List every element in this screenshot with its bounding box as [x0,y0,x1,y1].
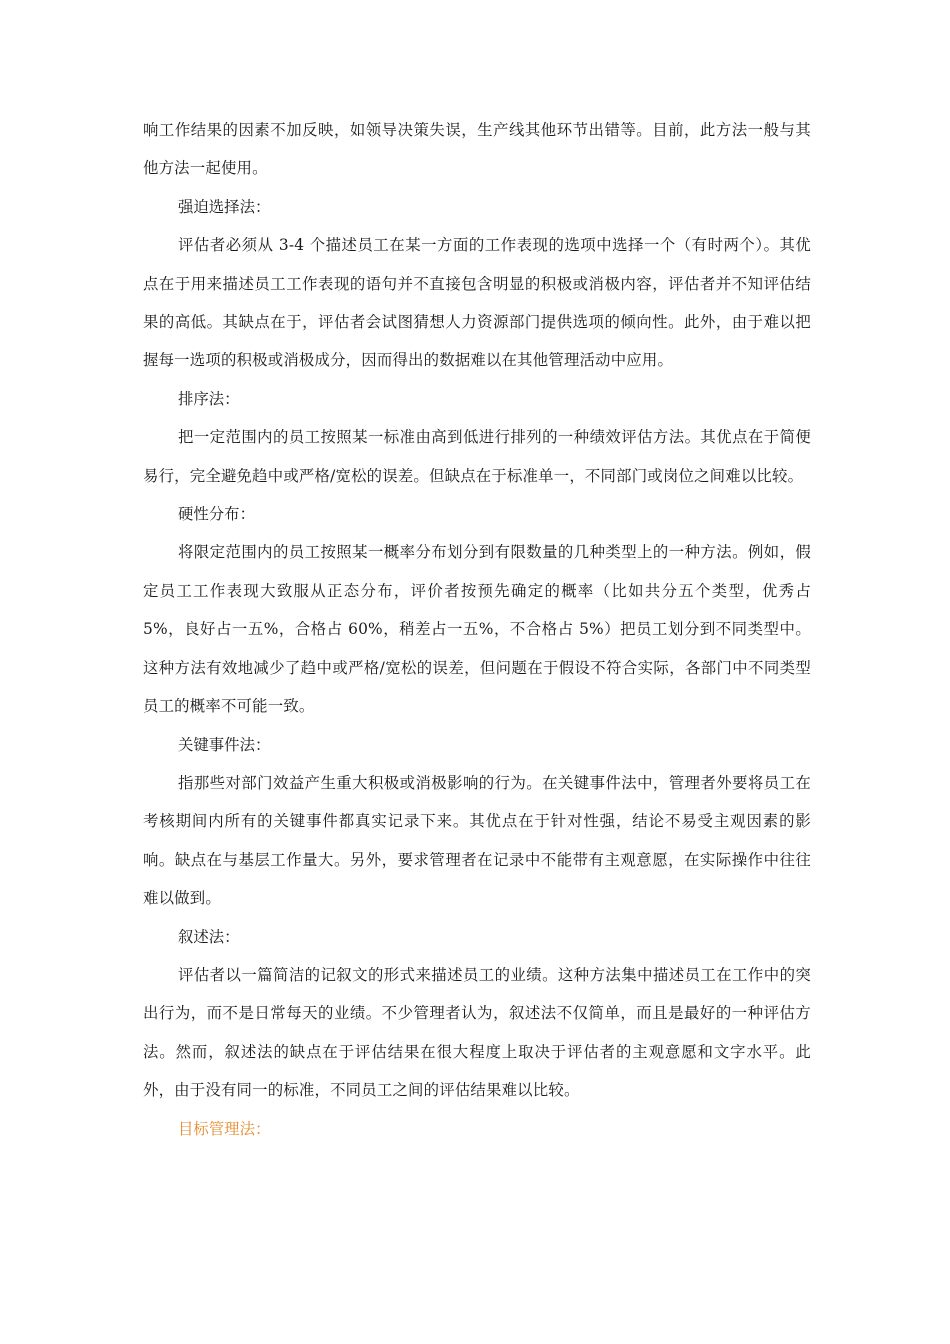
document-body [143,111,811,1148]
section-heading-ranking: 排序法： [178,389,240,408]
section-body-ranking: 把一定范围内的员工按照某一标准由高到低进行排列的一种绩效评估方法。其优点在于简便易行，完全避免趋中或严格/宽松的误差。但缺点在于标准单一，不同部门或岗位之间难以比较。 [143,428,811,485]
section-heading-forced-choice: 强迫选择法： [178,197,271,216]
section-heading-narrative: 叙述法： [178,927,240,946]
section-body-forced-distribution: 将限定范围内的员工按照某一概率分布划分到有限数量的几种类型上的一种方法。例如，假定员工工作表现大致服从正态分布，评价者按预先确定的概率（比如共分五个类型，优秀占 5%，良好占一五%，合格占 60%，稍差占一五%，不合格占 5%）把员工划分到不同类型中。这种方法有效地减少了趋中或严格/宽松的误差，但问题在于假设不符合实际，各部门中不同类型员工的概率不可能一致。 [143,543,811,716]
section-heading-mbo: 目标管理法： [178,1119,271,1138]
section-body-narrative: 评估者以一篇简洁的记叙文的形式来描述员工的业绩。这种方法集中描述员工在工作中的突出行为，而不是日常每天的业绩。不少管理者认为，叙述法不仅简单，而且是最好的一种评估方法。然而，叙述法的缺点在于评估结果在很大程度上取决于评估者的主观意愿和文字水平。此外，由于没有同一的标准，不同员工之间的评估结果难以比较。 [143,965,811,1100]
section-heading-forced-distribution: 硬性分布： [178,505,255,524]
section-heading-critical-incident: 关键事件法： [178,735,271,754]
section-body-forced-choice: 评估者必须从 3-4 个描述员工在某一方面的工作表现的选项中选择一个（有时两个）。其优点在于用来描述员工工作表现的语句并不直接包含明显的积极或消极内容，评估者并不知评估结果的高低。其缺点在于，评估者会试图猜想人力资源部门提供选项的倾向性。此外，由于难以把握每一选项的积极或消极成分，因而得出的数据难以在其他管理活动中应用。 [143,236,811,370]
intro-continuation-paragraph: 响工作结果的因素不加反映，如领导决策失误，生产线其他环节出错等。目前，此方法一般与其他方法一起使用。 [143,121,811,178]
section-body-critical-incident: 指那些对部门效益产生重大积极或消极影响的行为。在关键事件法中，管理者外要将员工在考核期间内所有的关键事件都真实记录下来。其优点在于针对性强，结论不易受主观因素的影响。缺点在与基层工作量大。另外，要求管理者在记录中不能带有主观意愿，在实际操作中往往难以做到。 [143,773,811,908]
